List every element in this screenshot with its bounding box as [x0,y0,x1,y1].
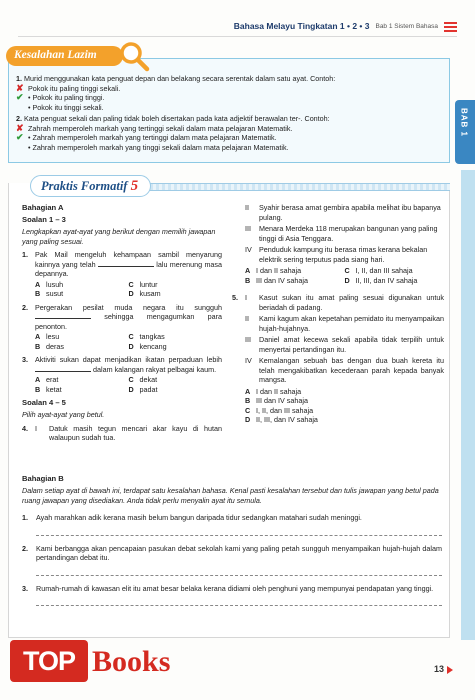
statement-iii: III Menara Merdeka 118 merupakan bangunan yang paling tinggi di Asia Tenggara. [245,224,438,243]
wrong-cross-icon: ✘ [16,122,24,133]
chapter-side-tab: BAB 1 [455,100,475,164]
statement-iv: IV Kemalangan sebuah bas dengan dua buah kereta itu telah mengakibatkan kecederaan parah kepada banyak mangsa. [245,356,444,384]
correct-example: • Zahrah memperoleh markah yang tinggi sekali dalam mata pelajaran Matematik. [28,142,289,152]
correct-example: • Pokok itu paling tinggi. [28,93,105,102]
bahagian-b [22,474,442,606]
praktis-title: Praktis Formatif 5 [30,175,151,197]
option-b[interactable]: B ketat [35,384,62,394]
option-a[interactable]: A lesu [35,332,60,342]
wrong-cross-icon: ✘ [16,82,24,93]
question-5: 5. I Kasut sukan itu amat paling sesuai digunakan untuk beriadah di padang. II Kami kagum akan kepetahan pemidato itu menyampaikan hujah-hujahnya. III Daniel amat kecewa sekali apabila tidak terpilih untuk menyertai pertandingan itu. IV Kemalangan sebuah bas dengan dua buah kereta itu telah mengakibatkan kecederaan parah kepada banyak mangsa. A I dan II sahaja B III dan IV sahaja C I, II, dan III sahaja D II, III, dan IV sahaja [232,293,444,424]
option-a[interactable]: A lusuh [35,279,64,289]
praktis-banner [8,175,450,199]
option-b[interactable]: B deras [35,341,64,351]
page-header [200,20,457,34]
option-d[interactable]: D kencang [128,341,167,351]
correct-check-icon: ✔ [16,132,24,142]
correct-example: • Zahrah memperoleh markah yang tertinggi dalam mata pelajaran Matematik. [28,133,277,142]
kesalahan-item-1: 1. Murid menggunakan kata penguat depan dan belakang secara serentak dalam satu ayat. Contoh: ✘ Pokok itu paling tinggi sekali. ✔ • Pokok itu paling tinggi. • Pokok itu tinggi sekali. [16,74,443,112]
option-a[interactable]: A I dan II sahaja [245,386,302,396]
topbooks-watermark [10,640,220,690]
instruction: Dalam setiap ayat di bawah ini, terdapat satu kesalahan bahasa. Kenal pasti kesalahan tersebut dan tulis jawapan yang betul pada ruang jawapan yang disediakan. Anda tidak perlu menyalin ayat itu semula. [22,486,439,505]
book-title: Bahasa Melayu Tingkatan 1 • 2 • 3 [233,21,370,32]
answer-line[interactable] [36,593,442,606]
brand-top: TOP [10,640,88,682]
answer-line[interactable] [36,563,442,576]
question-3: 3. Aktiviti sukan dapat menjadikan ikatan perpaduan lebih dalam kalangan rakyat pelbagai kaum. A erat C dekat B ketat D padat [22,355,222,394]
b-question-1: 1. Ayah marahkan adik kerana masih belum bangun daripada tidur sedangkan matahari sudah meninggi. [22,513,362,523]
statement-iv: IV Penduduk kampung itu berasa rimas kerana bekalan elektrik sering terputus pada siang hari. [245,245,428,264]
kesalahan-lazim-box [8,58,450,163]
correct-check-icon: ✔ [16,92,24,102]
page-number: 13 [434,664,453,676]
publisher-logo-icon [444,22,457,33]
option-b[interactable]: B susut [35,289,64,299]
answer-blank [98,260,154,267]
option-a[interactable]: A I dan II sahaja [245,266,302,275]
answer-blank [35,312,91,319]
question-4: 4. I Datuk masih tegun mencari akar kayu di hutan walaupun sudah tua. [22,423,222,443]
brand-books: Books [92,645,171,678]
kesalahan-lazim-title: Kesalahan Lazim [6,46,123,66]
question-2: 2. Pergerakan pesilat muda negara itu sungguh sehingga mengagumkan para penonton. A lesu C tangkas B deras D kencang [22,302,222,351]
option-d[interactable]: D II, III, dan IV sahaja [245,415,318,424]
correct-example: • Pokok itu tinggi sekali. [28,102,104,112]
kesalahan-item-2: 2. Kata penguat sekali dan paling tidak boleh disertakan pada kata adjektif berawalan ter-. Contoh: ✘ Zahrah memperoleh markah yang tertinggi sekali dalam mata pelajaran Matematik. ✔ • Zahrah memperoleh markah yang tertinggi dalam mata pelajaran Matematik. • Zahrah memperoleh markah yang tinggi sekali dalam mata pelajaran Matematik. [16,114,443,152]
wrong-example: Pokok itu paling tinggi sekali. [28,83,121,93]
bahagian-b-heading: Bahagian B [22,474,64,483]
b-question-2: 2. Kami berbangga akan pencapaian pasukan debat sekolah kami yang paling petah sungguh menyampaikan hujah-hujah dalam pertandingan debat itu. [22,543,442,563]
magnifier-icon [118,40,150,72]
instruction: Pilih ayat-ayat yang betul. [22,410,105,420]
option-b[interactable]: B III dan IV sahaja [245,275,308,285]
option-b[interactable]: B III dan IV sahaja [245,396,308,405]
answer-blank [35,365,91,372]
option-c[interactable]: C dekat [128,375,158,385]
option-c[interactable]: C I, II, dan III sahaja [245,405,314,415]
side-color-bar [461,170,475,640]
option-d[interactable]: D kusam [128,289,161,299]
triangle-arrow-icon [447,666,453,674]
statement-ii: II Kami kagum akan kepetahan pemidato itu menyampaikan hujah-hujahnya. [245,314,444,333]
statement-i: I Kasut sukan itu amat paling sesuai digunakan untuk beriadah di padang. [245,293,444,312]
soalan-range-heading: Soalan 1 – 3 [22,215,66,225]
wrong-example: Zahrah memperoleh markah yang tertinggi sekali dalam mata pelajaran Matematik. [28,123,293,133]
option-a[interactable]: A erat [35,375,59,385]
bahagian-a-heading: Bahagian A [22,203,64,212]
header-divider [18,36,457,37]
answer-line[interactable] [36,523,442,536]
option-d[interactable]: D padat [128,384,158,394]
chapter-label: Bab 1 Sistem Bahasa [375,22,438,30]
option-c[interactable]: C tangkas [128,332,165,342]
question-1: 1. Pak Mail mengeluh kehampaan sambil menyarung kainnya yang telah lalu merenung masa depannya. A lusuh C luntur B susut D kusam [22,250,223,299]
statement-i: I Datuk masih tegun mencari akar kayu di hutan walaupun sudah tua. [35,423,222,443]
option-c[interactable]: C luntur [128,279,158,289]
left-column [22,203,222,449]
right-column [232,203,444,429]
soalan-range-heading: Soalan 4 – 5 [22,398,66,408]
instruction: Lengkapkan ayat-ayat yang berikut dengan memilih jawapan yang paling sesuai. [22,227,216,246]
option-d[interactable]: D II, III, dan IV sahaja [344,275,418,285]
statement-ii: II Syahir berasa amat gembira apabila melihat ibu bapanya pulang. [245,203,441,222]
statement-iii: III Daniel amat kecewa sekali apabila tidak terpilih untuk menyertai pertandingan itu. [245,335,444,354]
option-c[interactable]: C I, II, dan III sahaja [344,266,413,275]
b-question-3: 3. Rumah-rumah di kawasan elit itu amat besar belaka kerana didiami oleh penghuni yang mempunyai pendapatan yang tinggi. [22,583,434,593]
